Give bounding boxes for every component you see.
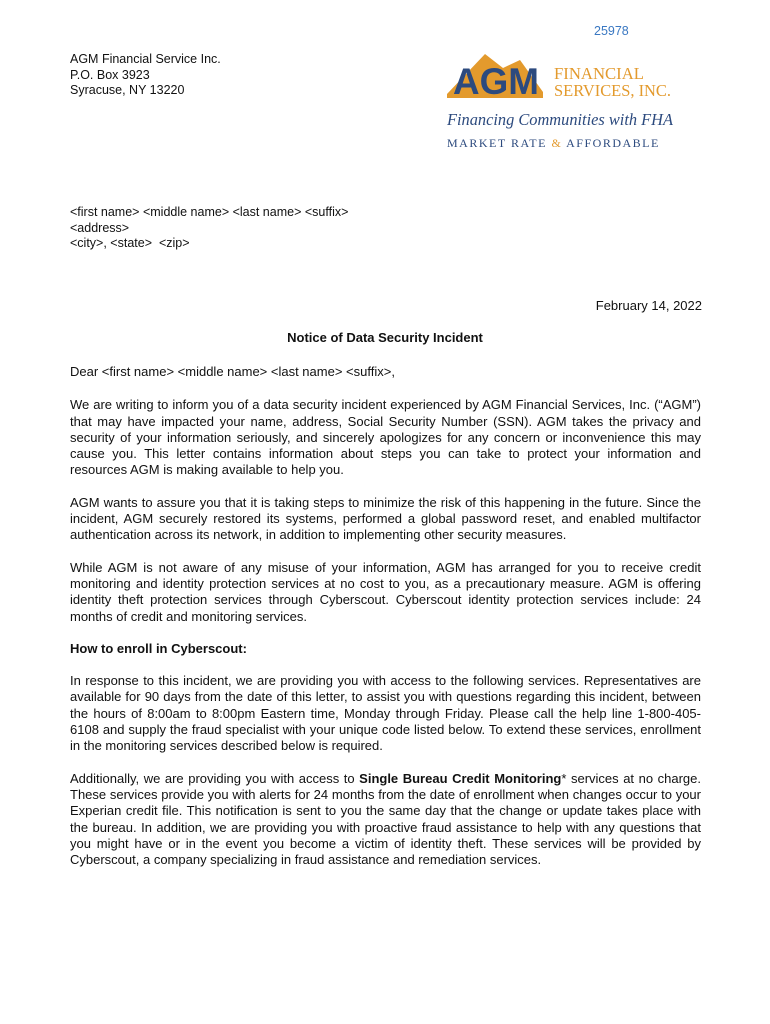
paragraph-incident: We are writing to inform you of a data security incident experienced by AGM Financial Services, Inc. (“AGM”) that may have impacted your name, address, Social Security Number (SSN). AGM takes the privacy and security of your information seriously, and sincerely apologizes for any concern or inconvenience this may cause you. This letter contains information about steps you can take to protect your information and resources AGM is making available to help you. <box>70 397 701 478</box>
letter-body <box>70 364 701 884</box>
logo-slogan-ampersand: & <box>551 136 563 150</box>
logo-wordmark: AGM <box>453 61 539 102</box>
paragraph-services-access: In response to this incident, we are providing you with access to the following services. Representatives are available for 90 days from the date of this letter, to assist you with questions regarding this incident, between the hours of 8:00am to 8:00pm Eastern time, Monday through Friday. Please call the help line 1-800-405-6108 and supply the fraud specialist with your unique code listed below. To extend these services, enrollment in the monitoring services described below is required. <box>70 673 701 754</box>
recipient-city: <city>, <state> <zip> <box>70 236 190 250</box>
credit-monitoring-details: * services at no charge. These services provide you with alerts for 24 months from the date of enrollment when changes occur to your Experian credit file. This notification is sent to you the same day that the change or update takes place with the bureau. In addition, we are providing you with proactive fraud assistance to help with any questions that you might have or in the event you become a victim of identity theft. These services will be provided by Cyberscout, a company specializing in fraud assistance and remediation services. <box>70 770 701 868</box>
salutation: Dear <first name> <middle name> <last name> <suffix>, <box>70 364 395 379</box>
logo-tagline: Financing Communities with FHA <box>446 110 674 129</box>
paragraph-protection-services: While AGM is not aware of any misuse of your information, AGM has arranged for you to receive credit monitoring and identity protection services at no cost to you, as a precautionary measure. AGM is offering identity theft protection services through Cyberscout. Cyberscout identity protection services include: 24 months of credit and monitoring services. <box>70 559 701 624</box>
paragraph-steps-taken: AGM wants to assure you that it is taking steps to minimize the risk of this happening in the future. Since the incident, AGM securely restored its systems, performed a global password reset, and enabled multifactor authentication across its network, in addition to implementing other security measures. <box>70 494 701 543</box>
logo-slogan <box>447 136 660 150</box>
credit-monitoring-intro: Additionally, we are providing you with access to <box>70 770 360 786</box>
logo-slogan-market-rate: MARKET RATE <box>447 136 547 150</box>
sender-city: Syracuse, NY 13220 <box>70 83 185 97</box>
logo-slogan-affordable: AFFORDABLE <box>566 136 660 150</box>
agm-logo <box>445 52 675 152</box>
recipient-name: <first name> <middle name> <last name> <suffix> <box>70 205 349 219</box>
credit-monitoring-service-name: Single Bureau Credit Monitoring <box>359 770 562 786</box>
enroll-heading: How to enroll in Cyberscout: <box>70 640 247 656</box>
letter-date: February 14, 2022 <box>595 298 702 313</box>
sender-name: AGM Financial Service Inc. <box>70 52 221 66</box>
logo-line-services: SERVICES, INC. <box>554 81 671 100</box>
sender-po-box: P.O. Box 3923 <box>70 67 150 82</box>
recipient-address: <address> <box>70 220 130 235</box>
notice-title: Notice of Data Security Incident <box>287 330 483 345</box>
sender-address-block <box>70 52 221 99</box>
paragraph-credit-monitoring <box>70 771 701 869</box>
document-number: 25978 <box>594 24 629 38</box>
recipient-address-block <box>70 205 348 252</box>
logo-line-financial: FINANCIAL <box>554 64 644 83</box>
